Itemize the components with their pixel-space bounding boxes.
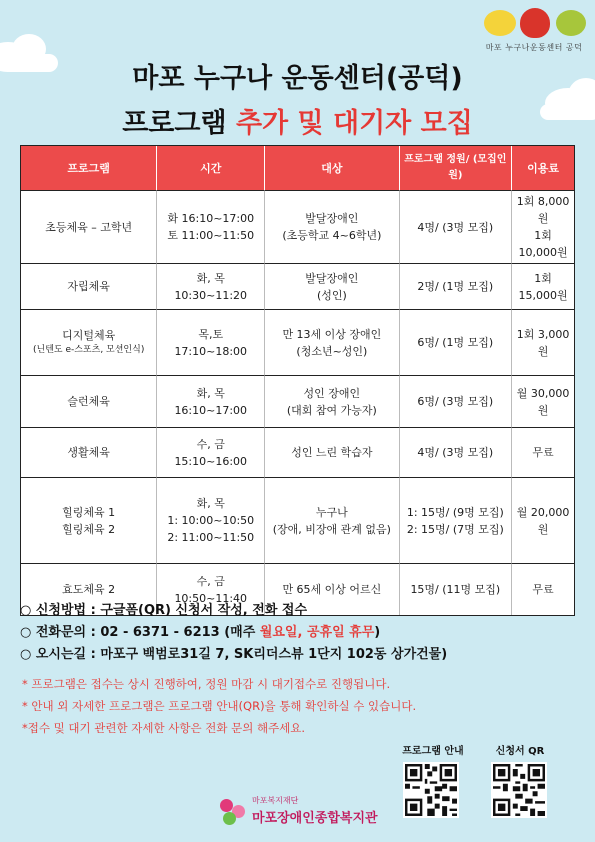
subtitle-black: 프로그램 bbox=[122, 108, 227, 139]
cell-time bbox=[157, 263, 265, 309]
cell-line: 10:50~11:40 bbox=[174, 591, 248, 605]
closed-days: 월요일, 공휴일 휴무 bbox=[259, 625, 375, 640]
cell-line: 6명/ (3명 모집) bbox=[417, 395, 494, 409]
cell-line: 무료 bbox=[532, 583, 554, 597]
cell-line: 만 13세 이상 장애인 bbox=[282, 327, 382, 341]
page-subtitle bbox=[0, 101, 595, 140]
note-item: *접수 및 대기 관련한 자세한 사항은 전화 문의 해주세요. bbox=[22, 721, 306, 735]
cell-line: 4명/ (3명 모집) bbox=[417, 220, 494, 234]
cell-program bbox=[21, 375, 157, 427]
cell-line: 힐링체육 1 bbox=[62, 505, 116, 519]
cell-line: 10:30~11:20 bbox=[174, 288, 248, 302]
cell-line: 목,토 bbox=[198, 327, 224, 341]
note-item: * 프로그램은 접수는 상시 진행하여, 정원 마감 시 대기접수로 진행됩니다. bbox=[22, 677, 391, 691]
qr-code-icon bbox=[405, 764, 457, 816]
cell-time bbox=[157, 309, 265, 375]
header-target: 대상 bbox=[265, 146, 399, 190]
info-section bbox=[20, 600, 580, 666]
cell-capacity bbox=[400, 375, 513, 427]
table-row bbox=[21, 477, 574, 563]
cell-line: 화, 목 bbox=[196, 271, 225, 285]
table-header-row bbox=[21, 146, 574, 190]
cell-time bbox=[157, 427, 265, 477]
header-fee: 이용료 bbox=[512, 146, 574, 190]
welfare-center-logo bbox=[218, 793, 388, 833]
cell-line: 자립체육 bbox=[67, 280, 110, 294]
table-row bbox=[21, 309, 574, 375]
note-item: * 안내 외 자세한 프로그램은 프로그램 안내(QR)을 통해 확인하실 수 있습니다. bbox=[22, 699, 417, 713]
cell-line: 토 11:00~11:50 bbox=[167, 229, 255, 243]
cell-line: 수, 금 bbox=[196, 574, 225, 588]
header-program: 프로그램 bbox=[21, 146, 157, 190]
table-row bbox=[21, 190, 574, 263]
cell-capacity bbox=[400, 477, 513, 563]
cell-line: (성인) bbox=[316, 288, 347, 302]
cell-fee bbox=[512, 190, 574, 263]
cell-program bbox=[21, 477, 157, 563]
cell-time bbox=[157, 375, 265, 427]
green-blob-icon bbox=[556, 10, 586, 36]
cell-line: (초등학교 4~6학년) bbox=[282, 229, 382, 243]
logo-caption: 마포 누구나운동센터 공덕 bbox=[485, 43, 583, 52]
phone-inquiry bbox=[20, 622, 580, 644]
cell-line: 1회 3,000원 bbox=[516, 327, 570, 358]
cell-fee bbox=[512, 427, 574, 477]
header-time: 시간 bbox=[157, 146, 265, 190]
apply-qr-label: 신청서 QR bbox=[495, 746, 545, 757]
cell-line: 만 65세 이상 어르신 bbox=[282, 583, 382, 597]
cell-line: 6명/ (1명 모집) bbox=[417, 336, 494, 350]
cell-line: 수, 금 bbox=[196, 437, 225, 451]
foundation-name: 마포복지재단 bbox=[252, 796, 299, 805]
cell-line: 1: 15명/ (9명 모집) bbox=[406, 505, 504, 519]
cell-line: 17:10~18:00 bbox=[174, 344, 248, 358]
phone-suffix: ) bbox=[374, 625, 381, 640]
cell-line: 누구나 bbox=[315, 505, 348, 519]
cell-target bbox=[265, 375, 399, 427]
cell-line: (닌텐도 e-스포츠, 모션인식) bbox=[33, 345, 145, 356]
table-row bbox=[21, 427, 574, 477]
cell-line: 초등체육 – 고학년 bbox=[45, 220, 133, 234]
table-row bbox=[21, 375, 574, 427]
cell-line: 발달장애인 bbox=[305, 212, 359, 226]
flower-logo-icon bbox=[218, 797, 248, 827]
cell-time bbox=[157, 190, 265, 263]
cell-line: 힐링체육 2 bbox=[62, 522, 116, 536]
cell-line: 디지털체육 bbox=[62, 329, 116, 343]
red-heart-blob-icon bbox=[520, 8, 550, 38]
program-table bbox=[20, 145, 575, 616]
cell-line: 발달장애인 bbox=[305, 271, 359, 285]
cell-target bbox=[265, 263, 399, 309]
cell-line: (청소년~성인) bbox=[296, 344, 368, 358]
center-logo bbox=[480, 6, 588, 54]
cell-target bbox=[265, 427, 399, 477]
welfare-center-name: 마포장애인종합복지관 bbox=[252, 811, 378, 826]
cell-line: (장애, 비장애 관계 없음) bbox=[272, 522, 391, 536]
apply-qr-code[interactable] bbox=[491, 762, 547, 818]
cell-line: 2명/ (1명 모집) bbox=[417, 280, 494, 294]
cell-target bbox=[265, 477, 399, 563]
cell-line: 슬런체육 bbox=[67, 395, 110, 409]
program-qr-code[interactable] bbox=[403, 762, 459, 818]
cell-fee bbox=[512, 309, 574, 375]
cell-line: 성인 느린 학습자 bbox=[291, 446, 373, 460]
program-qr-label: 프로그램 안내 bbox=[402, 746, 464, 757]
cell-line: 1: 10:00~10:50 bbox=[167, 514, 255, 528]
yellow-blob-icon bbox=[484, 10, 516, 36]
cell-line: 2: 11:00~11:50 bbox=[167, 531, 255, 545]
cell-target bbox=[265, 190, 399, 263]
cell-line: 월 30,000원 bbox=[516, 386, 570, 417]
cell-fee bbox=[512, 263, 574, 309]
cell-line: 1회 15,000원 bbox=[518, 271, 568, 302]
header-capacity: 프로그램 정원/ (모집인원) bbox=[400, 146, 513, 190]
cell-fee bbox=[512, 477, 574, 563]
cell-capacity bbox=[400, 190, 513, 263]
cell-line: 화, 목 bbox=[196, 497, 225, 511]
directions: ○ 오시는길 : 마포구 백범로31길 7, SK리더스뷰 1단지 102동 상가건물) bbox=[20, 647, 448, 662]
cell-capacity bbox=[400, 309, 513, 375]
cell-line: 생활체육 bbox=[67, 446, 110, 460]
cell-line: 무료 bbox=[532, 446, 554, 460]
cell-line: (대회 참여 가능자) bbox=[286, 403, 377, 417]
cell-line: 1회 10,000원 bbox=[518, 229, 568, 260]
cell-line: 화, 목 bbox=[196, 386, 225, 400]
cell-fee bbox=[512, 375, 574, 427]
cell-capacity bbox=[400, 427, 513, 477]
cell-line: 1회 8,000원 bbox=[516, 195, 570, 226]
qr-code-icon bbox=[493, 764, 545, 816]
cell-time bbox=[157, 477, 265, 563]
cell-program bbox=[21, 427, 157, 477]
cell-target bbox=[265, 309, 399, 375]
cell-capacity bbox=[400, 263, 513, 309]
apply-method: ○ 신청방법 : 구글폼(QR) 신청서 작성, 전화 접수 bbox=[20, 603, 308, 618]
cell-program bbox=[21, 309, 157, 375]
cell-line: 효도체육 2 bbox=[62, 583, 116, 597]
cell-line: 15:10~16:00 bbox=[174, 454, 248, 468]
cell-line: 16:10~17:00 bbox=[174, 403, 248, 417]
table-row bbox=[21, 263, 574, 309]
subtitle-red: 추가 및 대기자 모집 bbox=[235, 108, 473, 139]
cell-program bbox=[21, 263, 157, 309]
cell-line: 4명/ (3명 모집) bbox=[417, 446, 494, 460]
phone-prefix: ○ 전화문의 : 02 - 6371 - 6213 (매주 bbox=[20, 625, 260, 640]
cell-line: 월 20,000원 bbox=[516, 505, 570, 536]
cell-line: 2: 15명/ (7명 모집) bbox=[406, 522, 504, 536]
cell-line: 15명/ (11명 모집) bbox=[410, 583, 501, 597]
cell-line: 화 16:10~17:00 bbox=[167, 212, 255, 226]
cell-line: 성인 장애인 bbox=[303, 386, 361, 400]
page-title: 마포 누구나 운동센터(공덕) bbox=[132, 63, 463, 94]
cell-program bbox=[21, 190, 157, 263]
